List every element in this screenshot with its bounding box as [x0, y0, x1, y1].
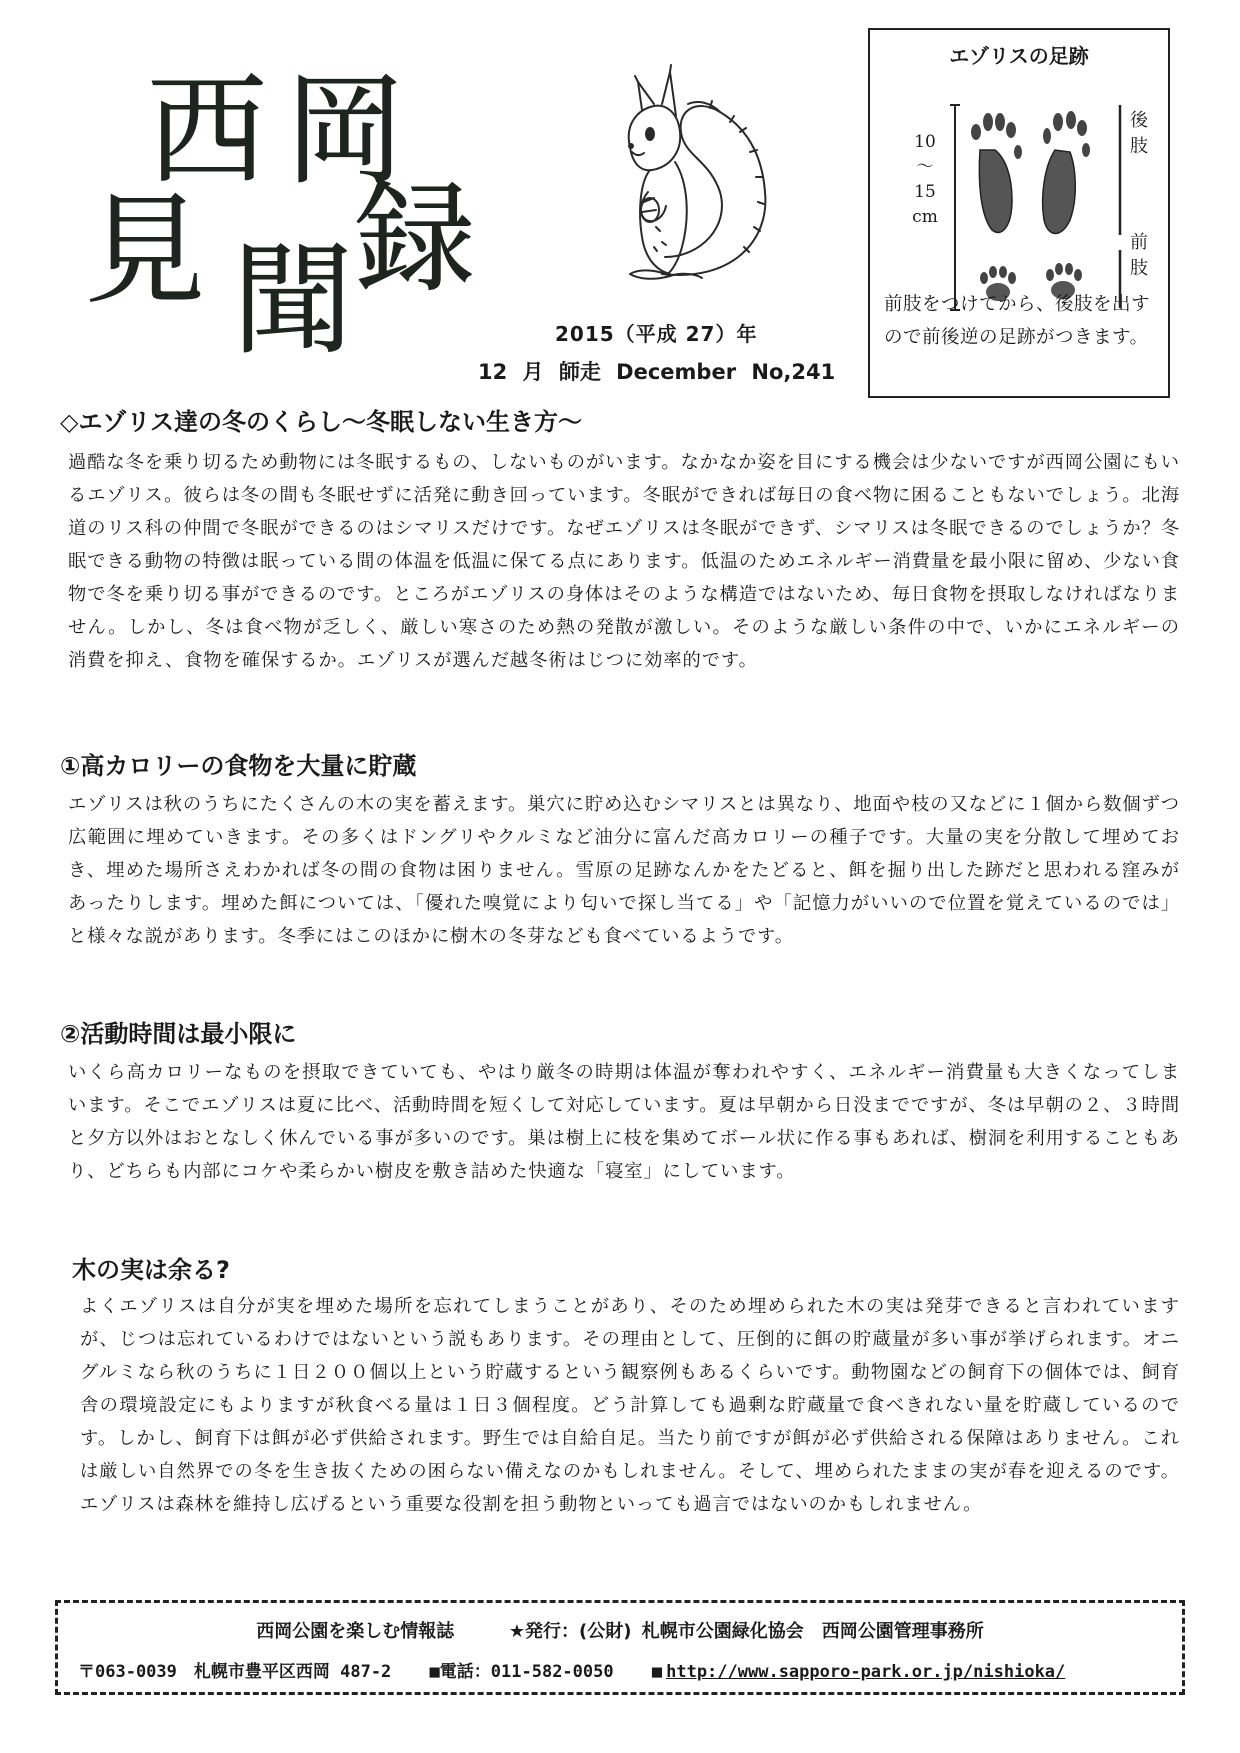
issue-number: No,241 — [751, 360, 836, 384]
url-mark: ■ — [651, 1662, 663, 1682]
footer-url-link[interactable]: http://www.sapporo-park.or.jp/nishioka/ — [666, 1662, 1066, 1682]
footer-tagline: 西岡公園を楽しむ情報誌 — [256, 1621, 455, 1642]
size-label — [910, 130, 940, 230]
section1-body: エゾリスは秋のうちにたくさんの木の実を蓄えます。巣穴に貯め込むシマリスとは異なり、地面や枝の又などに１個から数個ずつ広範囲に埋めていきます。その多くはドングリやクルミなど油分に富んだ高カロリーの種子です。大量の実を分散して埋めておき、埋めた場所さえわかれば冬の間の食物は困りません。雪原の足跡なんかをたどると、餌を掘り出した跡だと思われる窪みがあったりします。埋めた餌については、「優れた嗅覚により匂いで探し当てる」や「記憶力がいいので位置を覚えているのでは」と様々な説があります。冬季にはこのほかに樹木の冬芽なども食べているようです。 — [68, 794, 1180, 947]
section1-heading: ①高カロリーの食物を大量に貯蔵 — [60, 752, 417, 780]
section3-heading: 木の実は余る? — [72, 1256, 230, 1284]
measure-bar — [950, 105, 960, 310]
footer-address: 〒063-0039 札幌市豊平区西岡 487-2 — [78, 1662, 392, 1682]
footer-url-group — [652, 1662, 1093, 1682]
footer-phone: ■電話：011-582-0050 — [429, 1662, 614, 1682]
issue-year: 2015（平成 27）年 — [555, 322, 758, 346]
hind-label-char: 肢 — [1130, 136, 1148, 157]
hind-limb-label — [1128, 108, 1150, 160]
footer-publisher-line — [58, 1617, 1182, 1643]
issue-season: 師走 — [558, 360, 601, 384]
size-tilde: ～ — [916, 157, 934, 177]
masthead-title — [85, 62, 485, 371]
squirrel-illustration — [570, 42, 770, 302]
issue-line — [478, 356, 835, 386]
footprint-note: 前肢をつけてから、後肢を出すので前後逆の足跡がつきます。 — [884, 294, 1151, 348]
footer-contact-line — [78, 1657, 1172, 1682]
hind-paw-left — [971, 113, 1022, 232]
size-unit: cm — [912, 207, 938, 227]
masthead-char: 見 — [85, 182, 205, 321]
footprint-title: エゾリスの足跡 — [949, 44, 1089, 68]
hind-paw-right — [1043, 111, 1090, 234]
issue-month-en: December — [616, 360, 737, 384]
article-title: ◇エゾリス達の冬のくらし～冬眠しない生き方～ — [60, 408, 582, 436]
footer-box — [55, 1600, 1185, 1695]
masthead-char: 録 — [355, 170, 475, 309]
hind-label-char: 後 — [1130, 110, 1148, 131]
footer-publisher: ★発行：(公財) 札幌市公園緑化協会 西岡公園管理事務所 — [508, 1621, 984, 1642]
masthead-char: 聞 — [233, 232, 353, 371]
footprint-box — [868, 28, 1170, 398]
masthead-char: 西 — [147, 62, 267, 201]
section2-body: いくら高カロリーなものを摂取できていても、やはり厳冬の時期は体温が奪われやすく、エネルギー消費量も大きくなってしまいます。そこでエゾリスは夏に比べ、活動時間を短くして対応しています。夏は早朝から日没までですが、冬は早朝の２、３時間と夕方以外はおとなしく休んでいる事が多いのです。巣は樹上に枝を集めてボール状に作る事もあれば、樹洞を利用することもあり、どちらも内部にコケや柔らかい樹皮を敷き詰めた快適な「寝室」にしています。 — [68, 1062, 1180, 1182]
section2-heading: ②活動時間は最小限に — [60, 1020, 297, 1048]
fore-label-char: 前 — [1130, 232, 1148, 253]
size-top: 10 — [914, 132, 936, 152]
fore-label-char: 肢 — [1130, 258, 1148, 279]
fore-limb-label — [1128, 230, 1150, 282]
issue-month: 12 月 — [478, 360, 544, 384]
masthead-char: 岡 — [285, 62, 405, 201]
section3-body: よくエゾリスは自分が実を埋めた場所を忘れてしまうことがあり、そのため埋められた木の実は発芽できると言われていますが、じつは忘れているわけではないという説もあります。その理由として、圧倒的に餌の貯蔵量が多い事が挙げられます。オニグルミなら秋のうちに１日２００個以上という貯蔵するという観察例もあるくらいです。動物園などの飼育下の個体では、飼育舎の環境設定にもよりますが秋食べる量は１日３個程度。どう計算しても過剰な貯蔵量で食べきれない量を貯蔵しているのです。しかし、飼育下は餌が必ず供給されます。野生では自給自足。当たり前ですが餌が必ず供給される保障はありません。これは厳しい自然界での冬を生き抜くための困らない備えなのかもしれません。そして、埋められたままの実が春を迎えるのです。エゾリスは森林を維持し広げるという重要な役割を担う動物といっても過言ではないのかもしれません。 — [80, 1296, 1180, 1515]
size-bottom: 15 — [914, 182, 936, 202]
article-intro: 過酷な冬を乗り切るため動物には冬眠するもの、しないものがいます。なかなか姿を目にする機会は少ないですが西岡公園にもいるエゾリス。彼らは冬の間も冬眠せずに活発に動き回っています。冬眠ができれば毎日の食べ物に困ることもないでしょう。北海道のリス科の仲間で冬眠ができるのはシマリスだけです。なぜエゾリスは冬眠ができず、シマリスは冬眠できるのでしょうか？冬眠できる動物の特徴は眠っている間の体温を低温に保てる点にあります。低温のためエネルギー消費量を最小限に留め、少ない食物で冬を乗り切る事ができるのです。ところがエゾリスの身体はそのような構造ではないため、毎日食物を摂取しなければなりません。しかし、冬は食べ物が乏しく、厳しい寒さのため熱の発散が激しい。そのような厳しい条件の中で、いかにエネルギーの消費を抑え、食物を確保するか。エゾリスが選んだ越冬術はじつに効率的です。 — [68, 452, 1180, 671]
